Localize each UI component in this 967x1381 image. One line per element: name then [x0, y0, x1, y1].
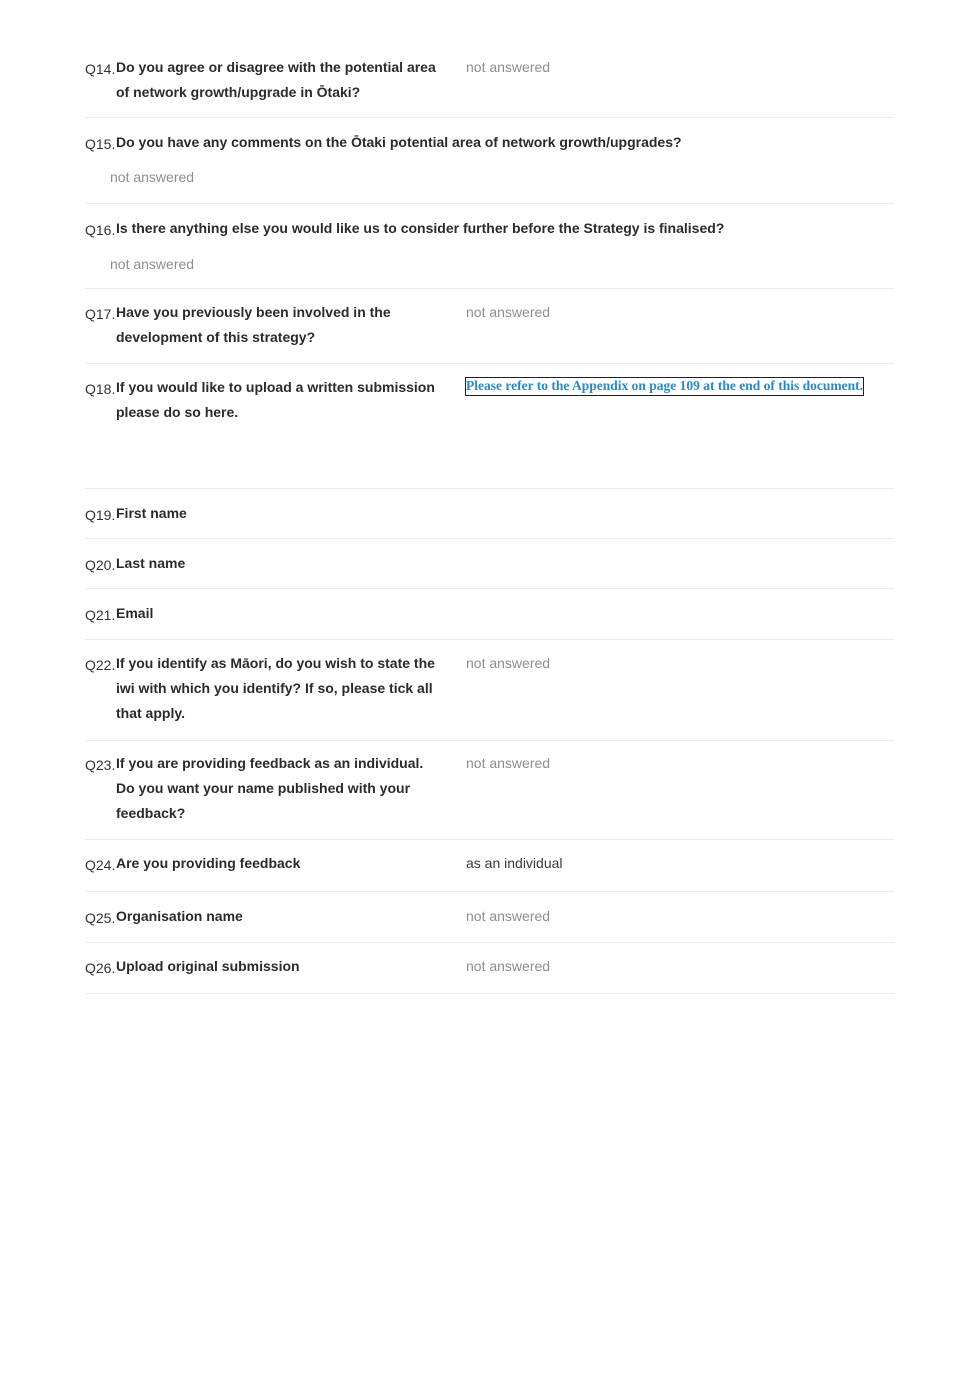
question-number: Q19. [85, 507, 116, 523]
question-text: Last name [116, 555, 186, 571]
question-number: Q14. [85, 61, 116, 77]
question-number: Q18. [85, 381, 116, 397]
answer-value: not answered [466, 958, 551, 974]
answer-value: not answered [466, 655, 551, 671]
question-text: Do you have any comments on the Ōtaki potential area of network growth/upgrades? [116, 134, 682, 150]
question-row-q14 [85, 0, 894, 118]
question-row-q17 [85, 289, 894, 364]
question-row-q26 [85, 943, 894, 994]
question-number: Q26. [85, 960, 116, 976]
question-number: Q17. [85, 306, 116, 322]
question-number: Q16. [85, 222, 116, 238]
answer-value: as an individual [466, 855, 563, 871]
answer-value: not answered [466, 755, 551, 771]
question-number: Q23. [85, 757, 116, 773]
question-number: Q21. [85, 607, 116, 623]
question-text: If you would like to upload a written submission please do so here. [116, 379, 435, 420]
question-row-q19 [85, 489, 894, 539]
question-row-q20 [85, 539, 894, 589]
question-text: Email [116, 605, 154, 621]
question-row-q21 [85, 589, 894, 640]
question-number: Q20. [85, 557, 116, 573]
question-row-q18 [85, 364, 894, 489]
question-text: First name [116, 505, 187, 521]
question-row-q25 [85, 892, 894, 943]
answer-value: not answered [466, 304, 551, 320]
question-number: Q22. [85, 657, 116, 673]
question-text: Upload original submission [116, 958, 300, 974]
question-text: If you identify as Māori, do you wish to state the iwi with which you identify? If so, please tick all that apply. [116, 655, 435, 721]
answer-value: not answered [110, 256, 195, 272]
question-row-q23 [85, 741, 894, 840]
question-text: If you are providing feedback as an individual. Do you want your name published with your feedback? [116, 755, 424, 821]
question-row-q24 [85, 840, 894, 892]
question-number: Q24. [85, 857, 116, 873]
question-number: Q25. [85, 910, 116, 926]
answer-value: not answered [466, 908, 551, 924]
question-text: Have you previously been involved in the development of this strategy? [116, 304, 391, 345]
appendix-reference-link[interactable]: Please refer to the Appendix on page 109 at the end of this document. [465, 377, 864, 396]
question-text: Do you agree or disagree with the potential area of network growth/upgrade in Ōtaki? [116, 59, 436, 100]
question-number: Q15. [85, 136, 116, 152]
question-row-q16 [85, 204, 894, 289]
question-row-q22 [85, 640, 894, 741]
question-text: Are you providing feedback [116, 855, 301, 871]
answer-value: not answered [110, 169, 195, 185]
question-text: Organisation name [116, 908, 243, 924]
question-text: Is there anything else you would like us to consider further before the Strategy is finalised? [116, 220, 725, 236]
question-row-q15 [85, 118, 894, 204]
answer-value: not answered [466, 59, 551, 75]
